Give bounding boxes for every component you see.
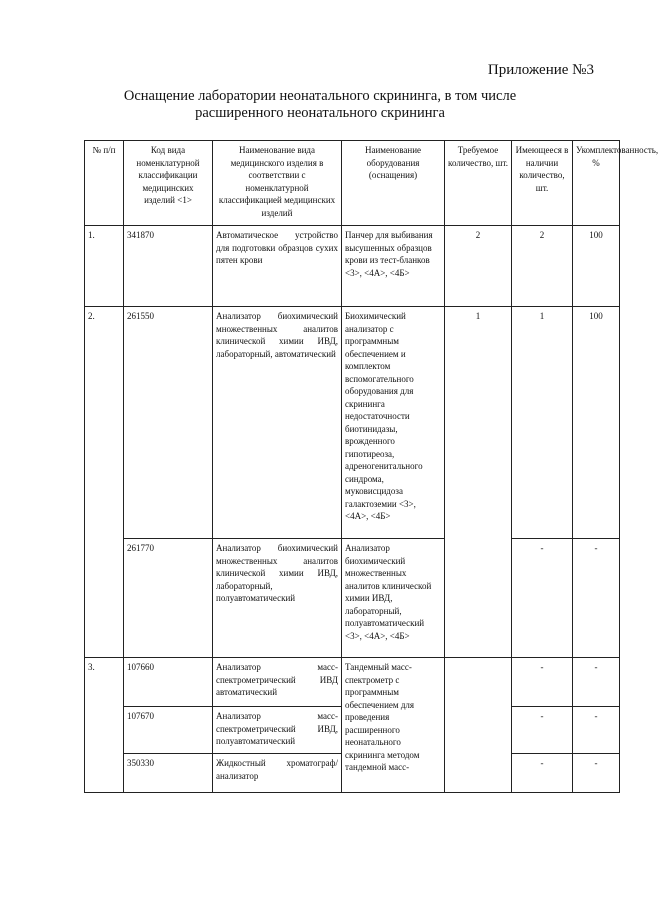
row-available-qty: - (512, 658, 573, 707)
row-index: 1. (85, 226, 124, 307)
row-code: 261770 (124, 539, 213, 658)
row-available-qty: 1 (512, 307, 573, 539)
table-row (85, 539, 620, 658)
row-device-name: Анализатор биохимический множественных аналитов клинической химии ИВД, лабораторный, автоматический (213, 307, 342, 539)
appendix-label: Приложение №3 (487, 62, 594, 78)
row-equipment: Панчер для выбивания высушенных образцов крови из тест-бланков <3>, <4А>, <4Б> (342, 226, 445, 307)
header-code: Код вида номенклатурной классификации медицинских изделий <1> (124, 141, 213, 226)
header-required-qty: Требуемое количество, шт. (445, 141, 512, 226)
row-code: 107660 (124, 658, 213, 707)
row-device-name: Анализатор масс-спектрометрический ИВД, полуавтоматический (213, 707, 342, 754)
row-device-name: Автоматическое устройство для подготовки образцов сухих пятен крови (213, 226, 342, 307)
row-code: 341870 (124, 226, 213, 307)
header-index: № п/п (85, 141, 124, 226)
row-completeness: 100 (573, 307, 620, 539)
row-completeness: - (573, 539, 620, 658)
header-completeness: Укомплектованность, % (573, 141, 620, 226)
row-equipment: Тандемный масс-спектрометр с программным обеспечением для проведения расширенного неонатального скрининга методом тандемной масс- (342, 658, 445, 793)
header-available-qty: Имеющееся в наличии количество, шт. (512, 141, 573, 226)
row-code: 107670 (124, 707, 213, 754)
row-equipment: Биохимический анализатор с программным обеспечением и комплектом вспомогательного оборудования для скрининга недостаточности биотинидазы, врожденного гипотиреоза, адреногенитального синдрома, муковисцидоза галактоземии <3>, <4А>, <4Б> (342, 307, 445, 539)
document-title: Оснащение лаборатории неонатального скрининга, в том числе расширенного неонатального скрининга (123, 88, 517, 121)
row-device-name: Анализатор биохимический множественных аналитов клинической химии ИВД, лабораторный, полуавтоматический (213, 539, 342, 658)
row-required-qty (445, 658, 512, 793)
row-completeness: - (573, 707, 620, 754)
row-completeness: - (573, 658, 620, 707)
header-equipment: Наименование оборудования (оснащения) (342, 141, 445, 226)
equipment-table (84, 140, 658, 793)
row-required-qty: 2 (445, 226, 512, 307)
header-name: Наименование вида медицинского изделия в соответствии с номенклатурной классификацией медицинских изделий (213, 141, 342, 226)
row-completeness: 100 (573, 226, 620, 307)
row-available-qty: - (512, 539, 573, 658)
table-row (85, 307, 620, 539)
table-header-row (85, 141, 620, 226)
row-available-qty: - (512, 754, 573, 793)
row-index: 2. (85, 307, 124, 658)
row-code: 350330 (124, 754, 213, 793)
table-row (85, 658, 620, 707)
row-equipment: Анализатор биохимический множественных аналитов клинической химии ИВД, лабораторный, полуавтоматический <3>, <4А>, <4Б> (342, 539, 445, 658)
row-code: 261550 (124, 307, 213, 539)
row-required-qty: 1 (445, 307, 512, 658)
table-row (85, 226, 620, 307)
row-index: 3. (85, 658, 124, 793)
row-available-qty: - (512, 707, 573, 754)
row-completeness: - (573, 754, 620, 793)
row-available-qty: 2 (512, 226, 573, 307)
row-device-name: Жидкостный хроматограф/анализатор (213, 754, 342, 793)
row-device-name: Анализатор масс-спектрометрический ИВД автоматический (213, 658, 342, 707)
